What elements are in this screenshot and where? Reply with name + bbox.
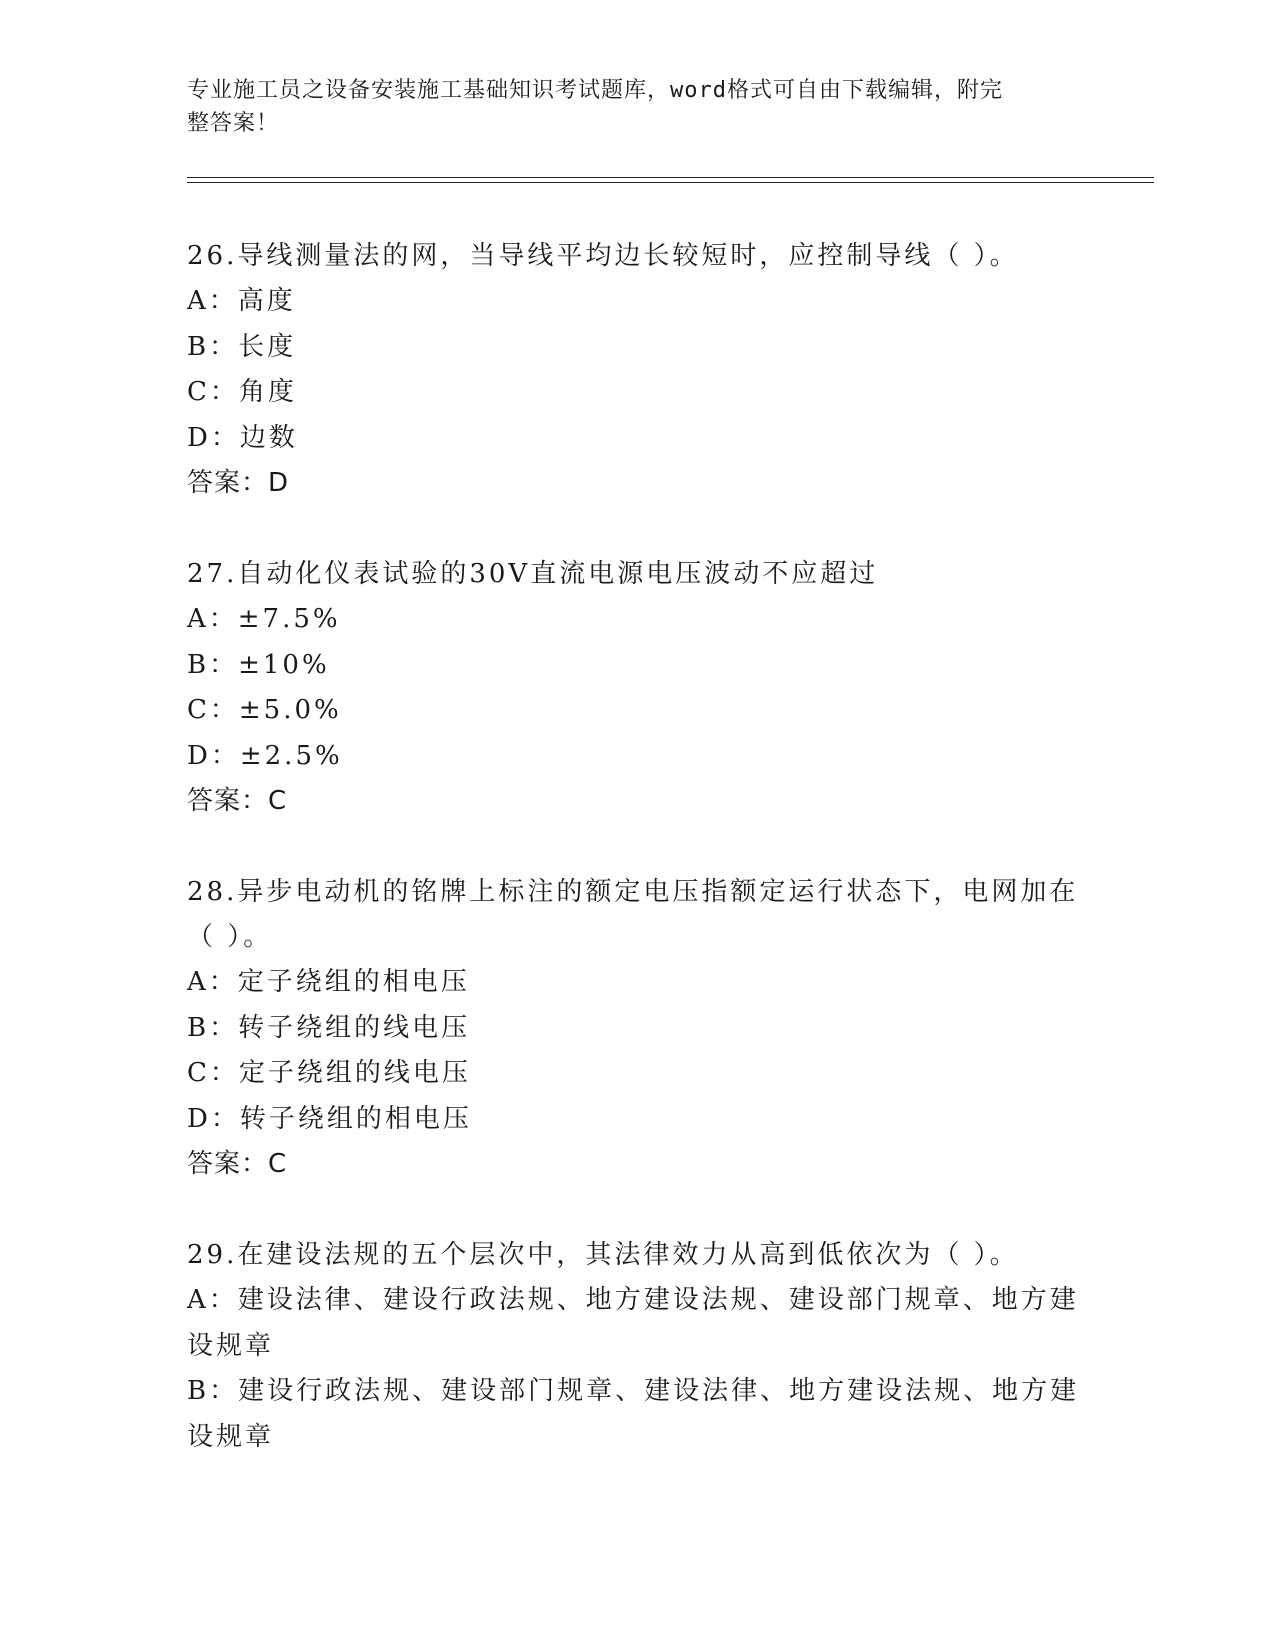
question-stem: 28.异步电动机的铭牌上标注的额定电压指额定运行状态下，电网加在 (187, 877, 1079, 907)
option-a: A：±7.5% (187, 604, 341, 634)
option-b-continued: 设规章 (187, 1421, 275, 1452)
answer-line: 答案：C (187, 1149, 288, 1179)
header-divider-top (187, 177, 1154, 178)
option-b: B：±10% (187, 649, 330, 680)
header-line-2: 整答案！ (187, 111, 280, 136)
option-b: B：长度 (187, 331, 297, 362)
document-header (187, 74, 1067, 140)
question-28 (187, 870, 1087, 1187)
answer-line: 答案：C (187, 786, 288, 816)
option-d: D：转子绕组的相电压 (187, 1103, 472, 1134)
option-d: D：±2.5% (187, 740, 343, 771)
option-d: D：边数 (187, 422, 298, 453)
option-a: A：高度 (187, 286, 296, 316)
header-divider-bottom (187, 182, 1154, 183)
question-stem: 27.自动化仪表试验的30V直流电源电压波动不应超过 (187, 559, 879, 589)
option-a: A：定子绕组的相电压 (187, 967, 470, 997)
question-29 (187, 1233, 1087, 1460)
option-c: C：角度 (187, 377, 297, 407)
question-27 (187, 552, 1087, 824)
option-b: B：转子绕组的线电压 (187, 1012, 471, 1043)
question-stem: 29.在建设法规的五个层次中，其法律效力从高到低依次为（ ）。 (187, 1240, 1019, 1270)
option-a: A：建设法律、建设行政法规、地方建设法规、建设部门规章、地方建 (187, 1285, 1079, 1315)
question-stem: 26.导线测量法的网，当导线平均边长较短时，应控制导线（ ）。 (187, 241, 1019, 271)
option-c: C：±5.0% (187, 695, 342, 725)
answer-line: 答案：D (187, 468, 290, 498)
option-c: C：定子绕组的线电压 (187, 1058, 471, 1088)
header-line-1: 专业施工员之设备安装施工基础知识考试题库，word格式可自由下载编辑，附完 (187, 78, 1003, 103)
option-a-continued: 设规章 (187, 1330, 275, 1361)
question-stem-continued: （ ）。 (187, 922, 273, 952)
option-b: B：建设行政法规、建设部门规章、建设法律、地方建设法规、地方建 (187, 1376, 1080, 1406)
question-26 (187, 234, 1087, 506)
